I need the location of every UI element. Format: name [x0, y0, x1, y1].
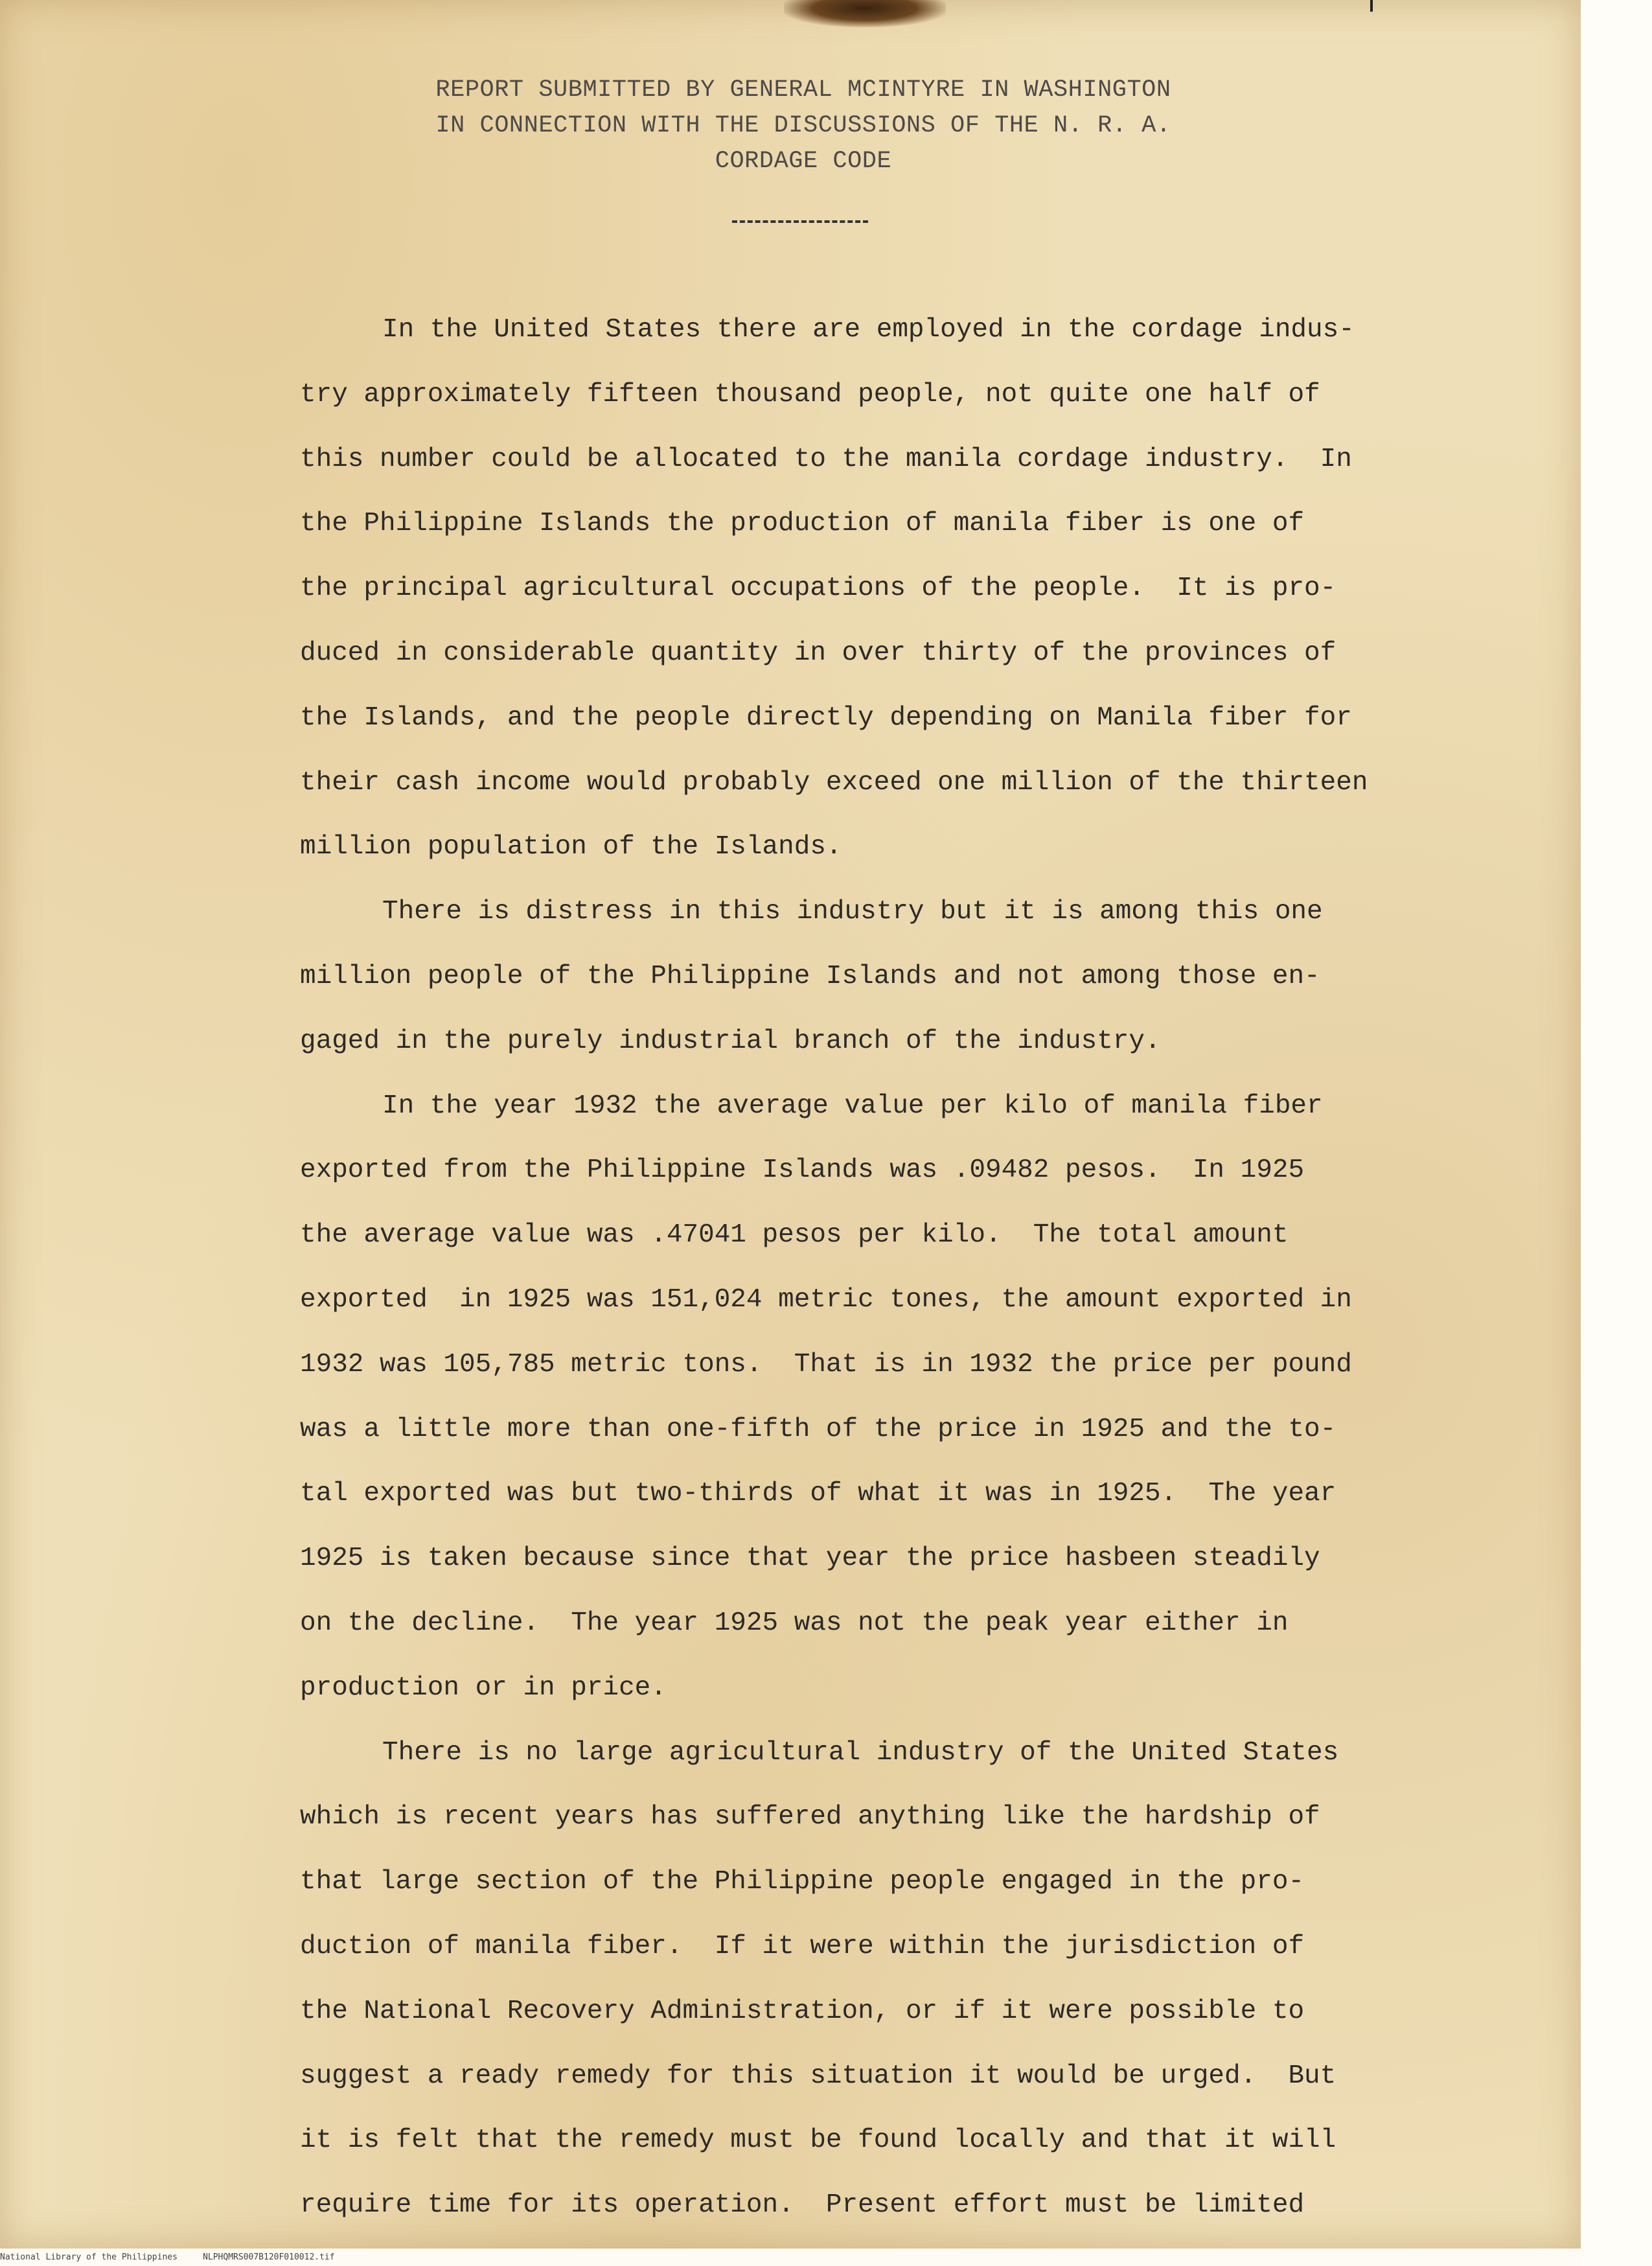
heading-divider — [732, 220, 868, 223]
text-line: 1925 is taken because since that year the price hasbeen steadily — [300, 1543, 1320, 1574]
text-line: require time for its operation. Present effort must be limited — [300, 2190, 1305, 2221]
text-line: million population of the Islands. — [300, 832, 842, 862]
text-line: this number could be allocated to the manila cordage industry. In — [300, 444, 1352, 474]
file-label: NLPHQMRS007B120F010012.tif — [203, 2252, 335, 2262]
text-line: tal exported was but two-thirds of what it was in 1925. The year — [300, 1479, 1337, 1509]
document-heading — [311, 73, 1296, 179]
text-line: gaged in the purely industrial branch of the industry. — [300, 1026, 1161, 1056]
text-line: the average value was .47041 pesos per kilo. The total amount — [300, 1220, 1289, 1251]
text-line: the Islands, and the people directly depending on Manila fiber for — [300, 702, 1352, 733]
text-line: try approximately fifteen thousand people, not quite one half of — [300, 379, 1320, 410]
text-line: exported from the Philippine Islands was .09482 pesos. In 1925 — [300, 1155, 1305, 1186]
text-line: it is felt that the remedy must be found locally and that it will — [300, 2125, 1337, 2156]
archive-label: National Library of the Philippines — [0, 2252, 178, 2262]
text-line: There is no large agricultural industry of the United States — [382, 1737, 1339, 1768]
edge-mark — [1370, 0, 1373, 12]
paragraph-1 — [300, 298, 1486, 880]
text-line: on the decline. The year 1925 was not the peak year either in — [300, 1608, 1289, 1638]
text-line: exported in 1925 was 151,024 metric tones, the amount exported in — [300, 1284, 1352, 1315]
paragraph-3 — [300, 1074, 1486, 1721]
text-line: that large section of the Philippine people engaged in the pro- — [300, 1867, 1305, 1897]
heading-line-2: IN CONNECTION WITH THE DISCUSSIONS OF THE N. R. A. — [435, 112, 1171, 139]
text-line: their cash income would probably exceed one million of the thirteen — [300, 767, 1368, 798]
text-line: million people of the Philippine Islands and not among those en- — [300, 961, 1320, 991]
text-line: In the United States there are employed in the cordage indus- — [382, 315, 1355, 345]
text-line: suggest a ready remedy for this situation it would be urged. But — [300, 2061, 1337, 2091]
text-line: There is distress in this industry but it is among this one — [382, 897, 1323, 927]
text-line: 1932 was 105,785 metric tons. That is in 1932 the price per pound — [300, 1349, 1352, 1380]
text-line: production or in price. — [300, 1672, 667, 1703]
scan-margin — [1581, 0, 1652, 2266]
heading-line-3: CORDAGE CODE — [715, 148, 892, 175]
paragraph-2 — [300, 880, 1486, 1074]
paragraph-4 — [300, 1721, 1486, 2238]
text-line: the principal agricultural occupations of the people. It is pro- — [300, 573, 1337, 604]
text-line: duction of manila fiber. If it were within the jurisdiction of — [300, 1931, 1305, 1961]
burn-mark — [784, 0, 946, 27]
heading-line-1: REPORT SUBMITTED BY GENERAL MCINTYRE IN WASHINGTON — [435, 76, 1171, 104]
text-line: duced in considerable quantity in over thirty of the provinces of — [300, 638, 1337, 668]
text-line: the Philippine Islands the production of manila fiber is one of — [300, 509, 1305, 539]
text-line: In the year 1932 the average value per kilo of manila fiber — [382, 1091, 1323, 1121]
text-line: which is recent years has suffered anything like the hardship of — [300, 1802, 1320, 1832]
text-line: was a little more than one-fifth of the price in 1925 and the to- — [300, 1414, 1337, 1444]
text-line: the National Recovery Administration, or if it were possible to — [300, 1996, 1305, 2026]
document-body — [300, 298, 1486, 2238]
scan-footer — [0, 2252, 907, 2262]
